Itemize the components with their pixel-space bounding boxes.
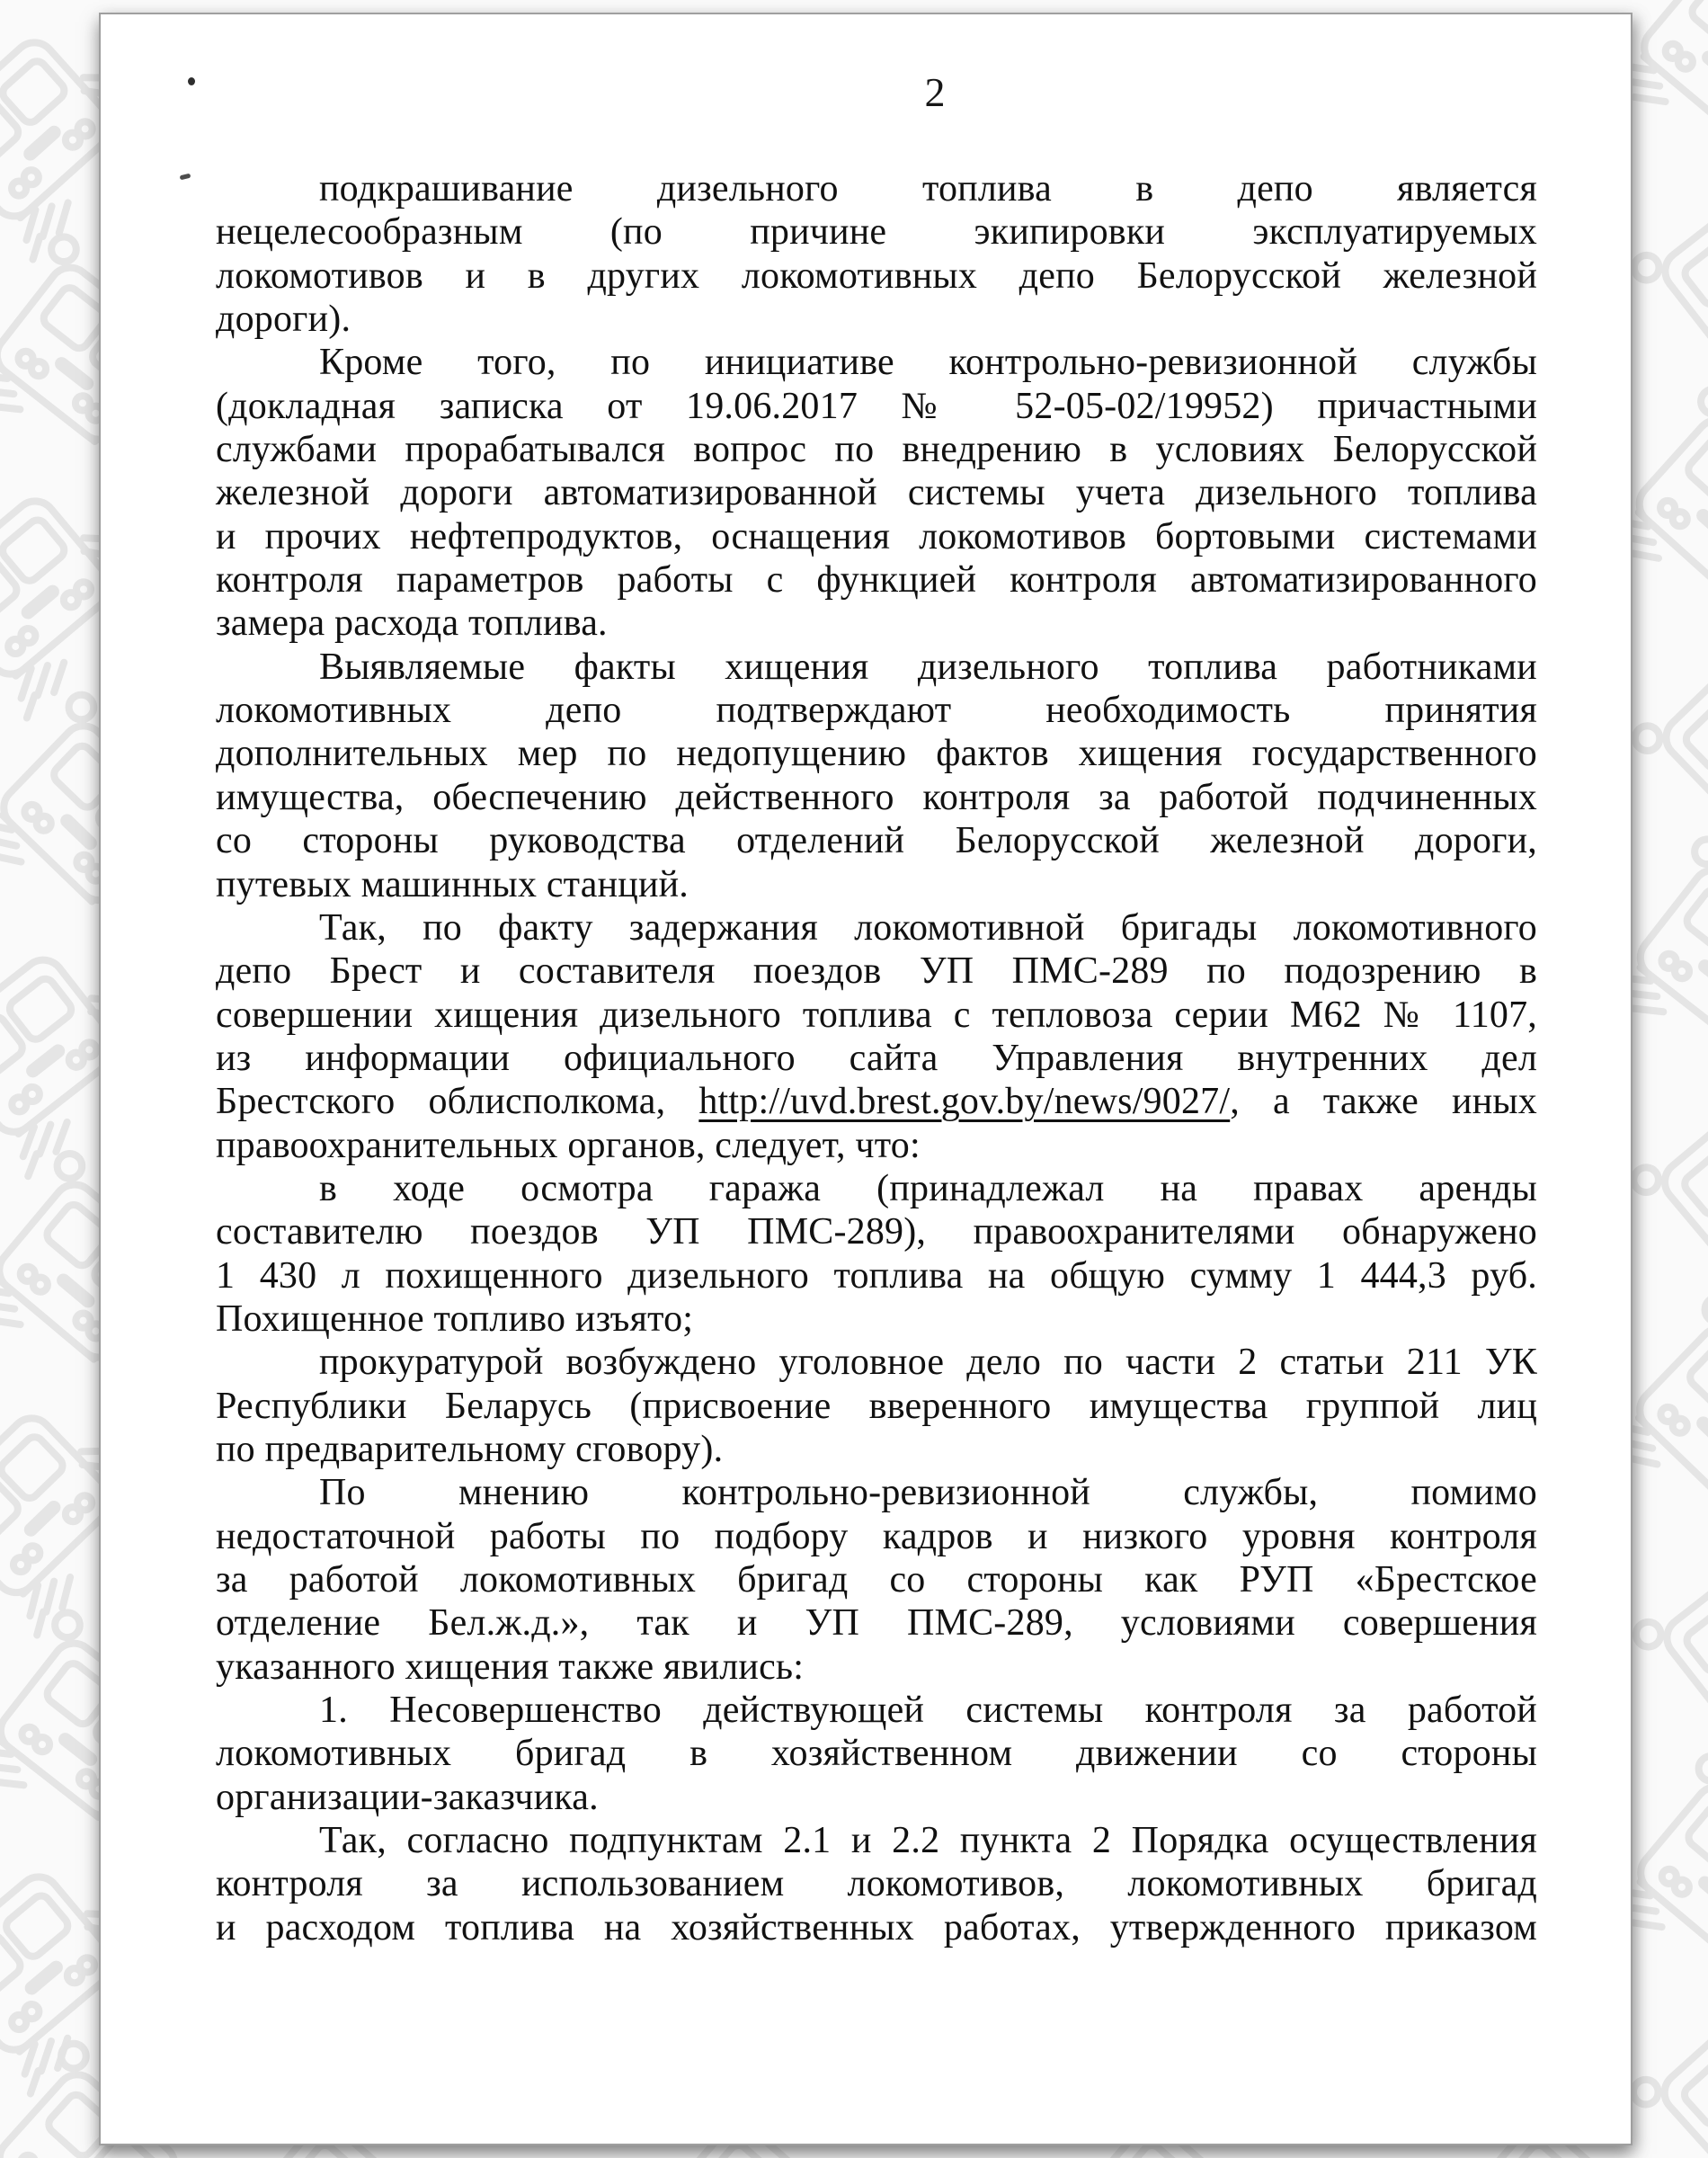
text-line: путевых машинных станций. [216,863,689,905]
text-line: депо Брест и составителя поездов УП ПМС-289 по подозрению в [216,950,1537,993]
text-line: организации-заказчика. [216,1776,599,1818]
scan-artifact-dot [188,77,195,85]
text-line: контроля за использованием локомотивов, локомотивных бригад [216,1863,1537,1905]
text-line: Похищенное топливо изъято; [216,1297,694,1340]
document-text-block [216,167,1537,1949]
text-line: Выявляемые факты хищения дизельного топлива работниками [319,646,1537,688]
text-line: имущества, обеспечению действенного контроля за работой подчиненных [216,776,1537,818]
text-segment: Брестского облисполкома, [216,1081,699,1123]
text-line: со стороны руководства отделений Белорусской железной дороги, [216,820,1537,862]
text-line: Республики Беларусь (присвоение вверенного имущества группой лиц [216,1385,1537,1427]
text-line: в ходе осмотра гаража (принадлежал на правах аренды [319,1167,1537,1209]
text-line: правоохранительных органов, следует, что: [216,1124,921,1166]
text-line [216,1080,1537,1123]
text-line: указанного хищения также явились: [216,1645,805,1688]
text-line: По мнению контрольно-ревизионной службы, помимо [319,1472,1537,1514]
text-line: дополнительных мер по недопущению фактов хищения государственного [216,733,1537,775]
text-line: 1. Несовершенство действующей системы контроля за работой [319,1690,1537,1732]
external-link[interactable]: http://uvd.brest.gov.by/news/9027/ [698,1081,1231,1123]
text-line: (докладная записка от 19.06.2017 № 52-05-02/19952) причастными [216,385,1537,427]
text-line: недостаточной работы по подбору кадров и низкого уровня контроля [216,1515,1537,1557]
text-line: составителю поездов УП ПМС-289), правоохранителями обнаружено [216,1211,1537,1253]
text-line: совершении хищения дизельного топлива с тепловоза серии М62 № 1107, [216,994,1537,1036]
page-number: 2 [924,69,946,115]
text-line: локомотивов и в других локомотивных депо Белорусской железной [216,254,1537,297]
text-line: из информации официального сайта Управления внутренних дел [216,1037,1537,1079]
text-line: железной дороги автоматизированной системы учета дизельного топлива [216,472,1537,514]
text-line: Кроме того, по инициативе контрольно-ревизионной службы [319,342,1537,384]
text-line: локомотивных бригад в хозяйственном движении со стороны [216,1733,1537,1775]
text-line: Так, согласно подпунктам 2.1 и 2.2 пункта 2 Порядка осуществления [319,1820,1537,1862]
text-line: службами прорабатывался вопрос по внедрению в условиях Белорусской [216,429,1537,471]
text-line: 1 430 л похищенного дизельного топлива на общую сумму 1 444,3 руб. [216,1254,1537,1297]
text-line: подкрашивание дизельного топлива в депо является [319,168,1537,210]
text-segment: , а также иных [1230,1081,1537,1123]
text-line: локомотивных депо подтверждают необходимость принятия [216,690,1537,732]
text-line: отделение Бел.ж.д.», так и УП ПМС-289, условиями совершения [216,1602,1537,1645]
text-line: и расходом топлива на хозяйственных работах, утвержденного приказом [216,1906,1537,1948]
text-line: контроля параметров работы с функцией контроля автоматизированного [216,559,1537,602]
text-line: замера расхода топлива. [216,602,608,645]
text-line: и прочих нефтепродуктов, оснащения локомотивов бортовыми системами [216,515,1537,557]
text-line: Так, по факту задержания локомотивной бригады локомотивного [319,906,1537,949]
text-line: дороги). [216,299,351,341]
text-line: за работой локомотивных бригад со стороны как РУП «Брестское [216,1559,1537,1601]
text-line: нецелесообразным (по причине экипировки эксплуатируемых [216,211,1537,254]
text-line: по предварительному сговору). [216,1428,724,1470]
text-line: прокуратурой возбуждено уголовное дело по части 2 статьи 211 УК [319,1342,1537,1384]
